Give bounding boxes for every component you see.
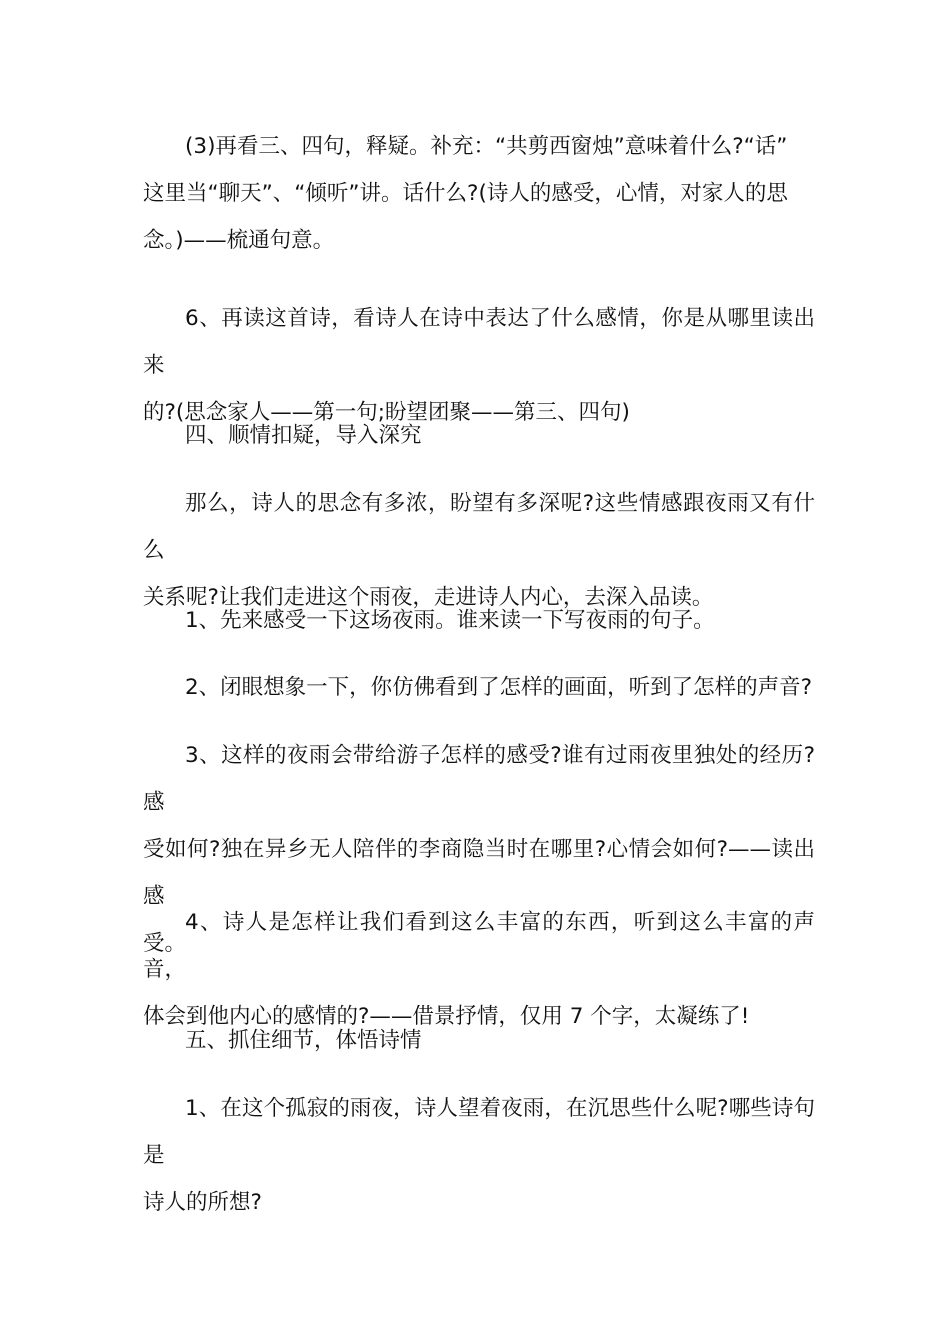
text-line: 念。)——梳通句意。	[143, 228, 335, 253]
paragraph-item-2	[143, 664, 815, 711]
text-line: 的?(思念家人——第一句;盼望团聚——第三、四句)	[143, 400, 630, 425]
text-line: 1、先来感受一下这场夜雨。谁来读一下写夜雨的句子。	[185, 608, 715, 633]
text-line: 受。	[143, 931, 187, 956]
paragraph-item-1	[143, 597, 815, 644]
text-line: 体会到他内心的感情的?——借景抒情，仅用 7 个字，太凝练了!	[143, 1004, 750, 1029]
section-heading: 五、抓住细节，体悟诗情	[185, 1028, 422, 1053]
text-line: 这里当“聊天”、“倾听”讲。话什么?(诗人的感受，心情，对家人的思	[143, 181, 788, 206]
text-line: 诗人的所想?	[143, 1190, 262, 1215]
text-line: 受如何?独在异乡无人陪伴的李商隐当时在哪里?心情会如何?——读出感	[143, 837, 815, 909]
text-line: 关系呢?让我们走进这个雨夜，走进诗人内心，去深入品读。	[143, 585, 714, 610]
section-heading: 四、顺情扣疑，导入深究	[185, 423, 422, 448]
text-line: 1、在这个孤寂的雨夜，诗人望着夜雨，在沉思些什么呢?哪些诗句是	[143, 1096, 815, 1168]
text-line: 3、这样的夜雨会带给游子怎样的感受?谁有过雨夜里独处的经历?感	[143, 743, 815, 815]
paragraph-five-item-1	[143, 1085, 815, 1226]
paragraph-explain-lines-3-4	[143, 123, 815, 264]
text-line: 6、再读这首诗，看诗人在诗中表达了什么感情，你是从哪里读出来	[143, 306, 815, 378]
text-line: (3)再看三、四句，释疑。补充：“共剪西窗烛”意味着什么?“话”	[185, 134, 788, 159]
section-heading-five	[143, 1017, 815, 1064]
section-heading-four	[143, 412, 815, 459]
text-line: 4、诗人是怎样让我们看到这么丰富的东西，听到这么丰富的声音，	[143, 910, 815, 982]
text-line: 2、闭眼想象一下，你仿佛看到了怎样的画面，听到了怎样的声音?	[185, 675, 813, 700]
text-line: 那么，诗人的思念有多浓，盼望有多深呢?这些情感跟夜雨又有什么	[143, 491, 815, 563]
